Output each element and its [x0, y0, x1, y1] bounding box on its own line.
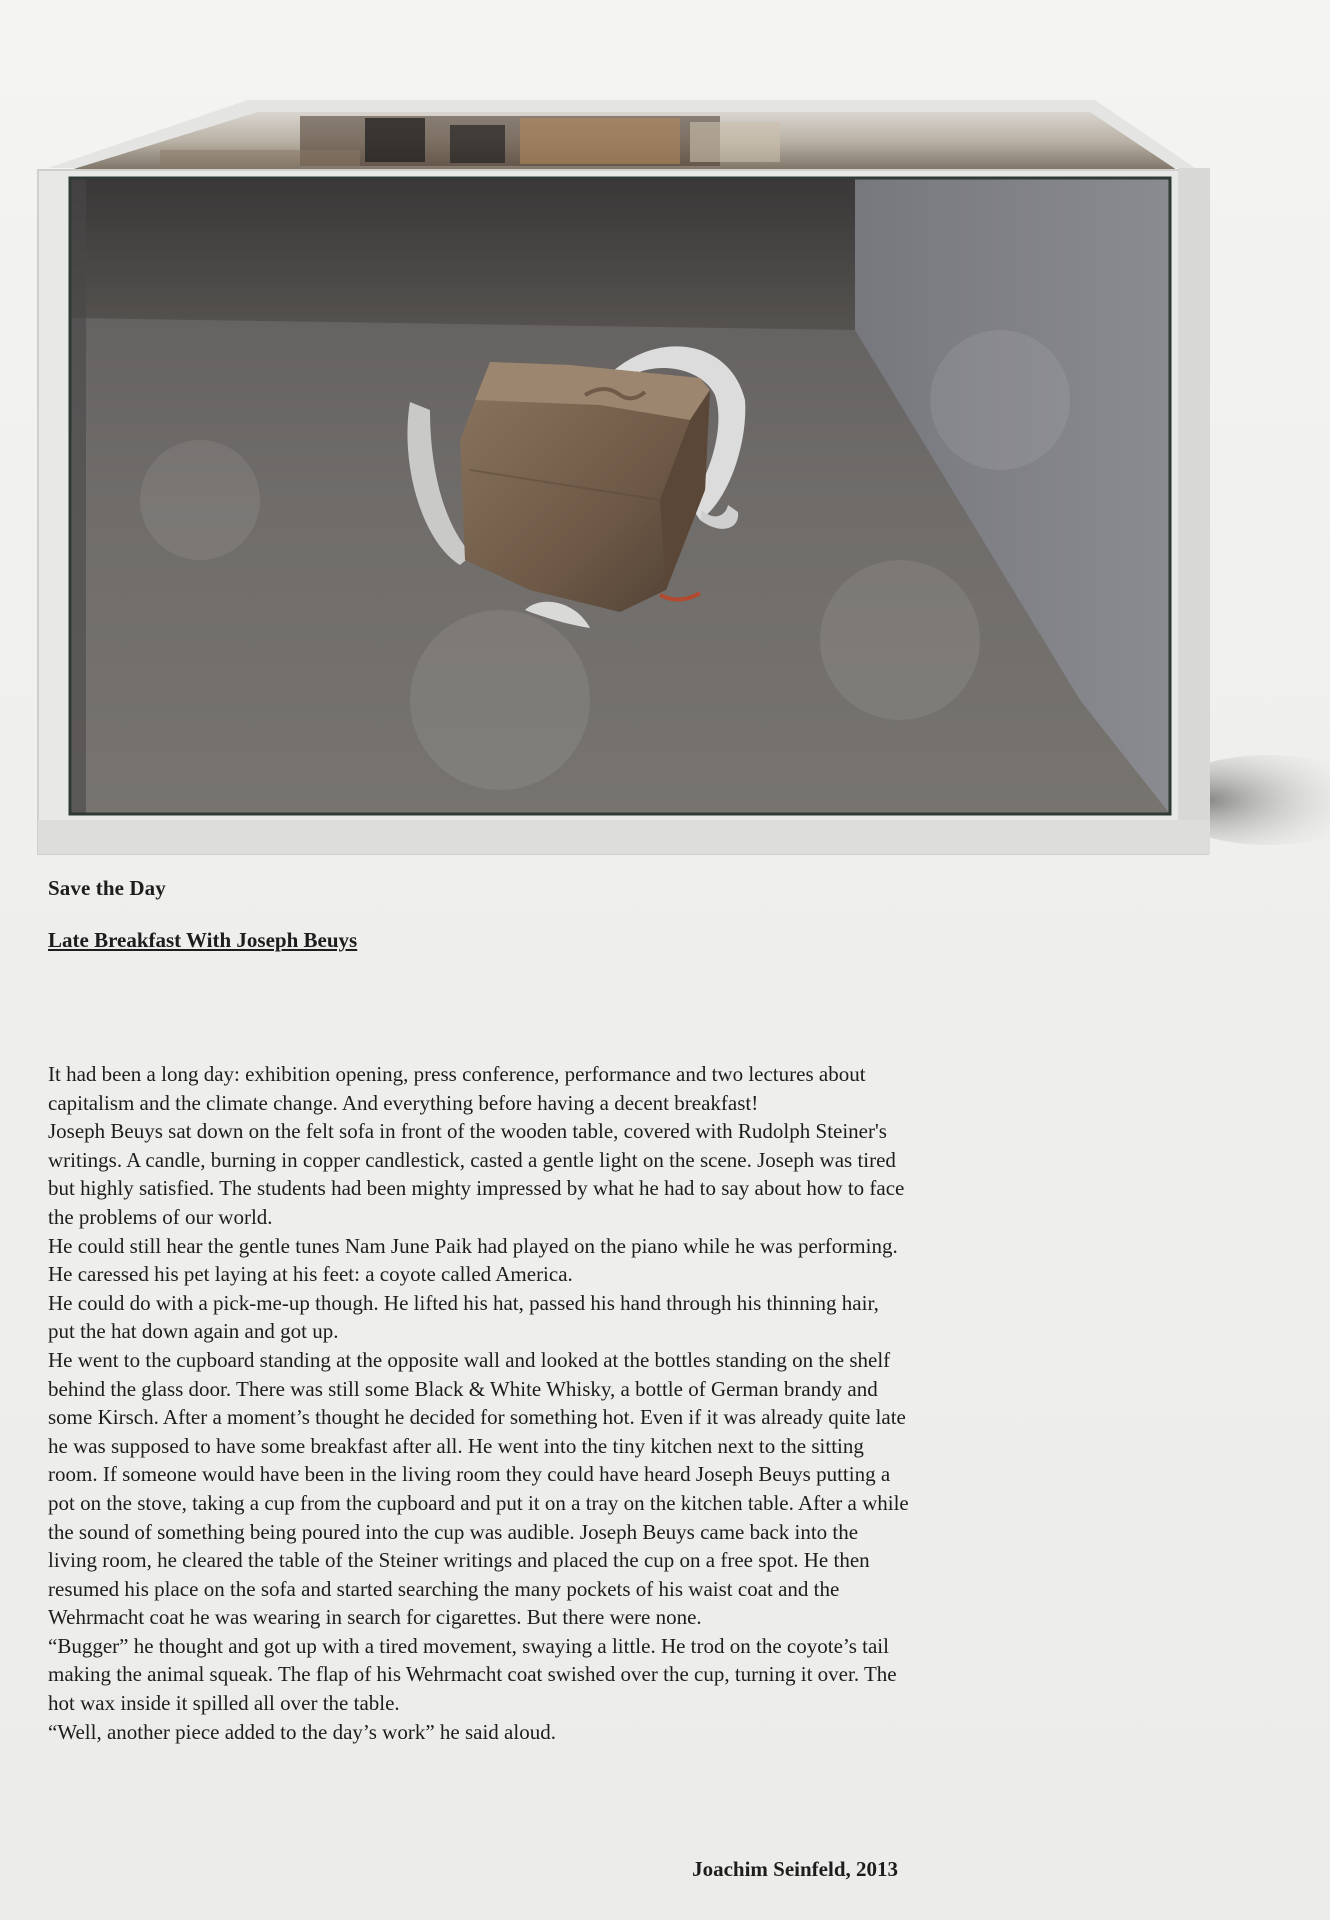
story-text — [48, 1060, 910, 1746]
story-paragraph: “Well, another piece added to the day’s work” he said aloud. — [48, 1719, 556, 1744]
story-paragraph: “Bugger” he thought and got up with a tired movement, swaying a little. He trod on the coyote’s tail making the animal squeak. The flap of his Wehrmacht coat swished over the cup, turning it over. The hot wax inside it spilled all over the table. — [48, 1633, 897, 1716]
story-paragraph: Joseph Beuys sat down on the felt sofa in front of the wooden table, covered with Rudolph Steiner's writings. A candle, burning in copper candlestick, casted a gentle light on the scene. Joseph was tired but highly satisfied. The students had been mighty impressed by what he had to say about how to face the problems of our world. — [48, 1119, 905, 1229]
vitrine-photo — [0, 0, 1330, 880]
story-paragraph: He could still hear the gentle tunes Nam June Paik had played on the piano while he was performing. — [48, 1233, 898, 1258]
author-signature: Joachim Seinfeld, 2013 — [692, 1857, 898, 1881]
story-paragraph: It had been a long day: exhibition opening, press conference, performance and two lectures about capitalism and the climate change. And everything before having a decent breakfast! — [48, 1062, 866, 1115]
artwork-subtitle: Late Breakfast With Joseph Beuys — [48, 928, 358, 952]
story-paragraph: He caressed his pet laying at his feet: a coyote called America. — [48, 1262, 573, 1287]
artwork-title: Save the Day — [48, 876, 166, 900]
story-paragraph: He could do with a pick-me-up though. He lifted his hat, passed his hand through his thinning hair, put the hat down again and got up. — [48, 1290, 879, 1344]
story-paragraph: He went to the cupboard standing at the opposite wall and looked at the bottles standing on the shelf behind the glass door. There was still some Black & White Whisky, a bottle of German brandy and some Kirsch. After a moment’s thought he decided for something hot. Even if it was already quite late he was supposed to have some breakfast after all. He went into the tiny kitchen next to the sitting room. If someone would have been in the living room they could have heard Joseph Beuys putting a pot on the stove, taking a cup from the cupboard and put it on a tray on the kitchen table. After a while the sound of something being poured into the cup was audible. Joseph Beuys came back into the living room, he cleared the table of the Steiner writings and placed the cup on a free spot. He then resumed his place on the sofa and started searching the many pockets of his waist coat and the Wehrmacht coat he was wearing in search for cigarettes. But there were none. — [48, 1347, 909, 1630]
